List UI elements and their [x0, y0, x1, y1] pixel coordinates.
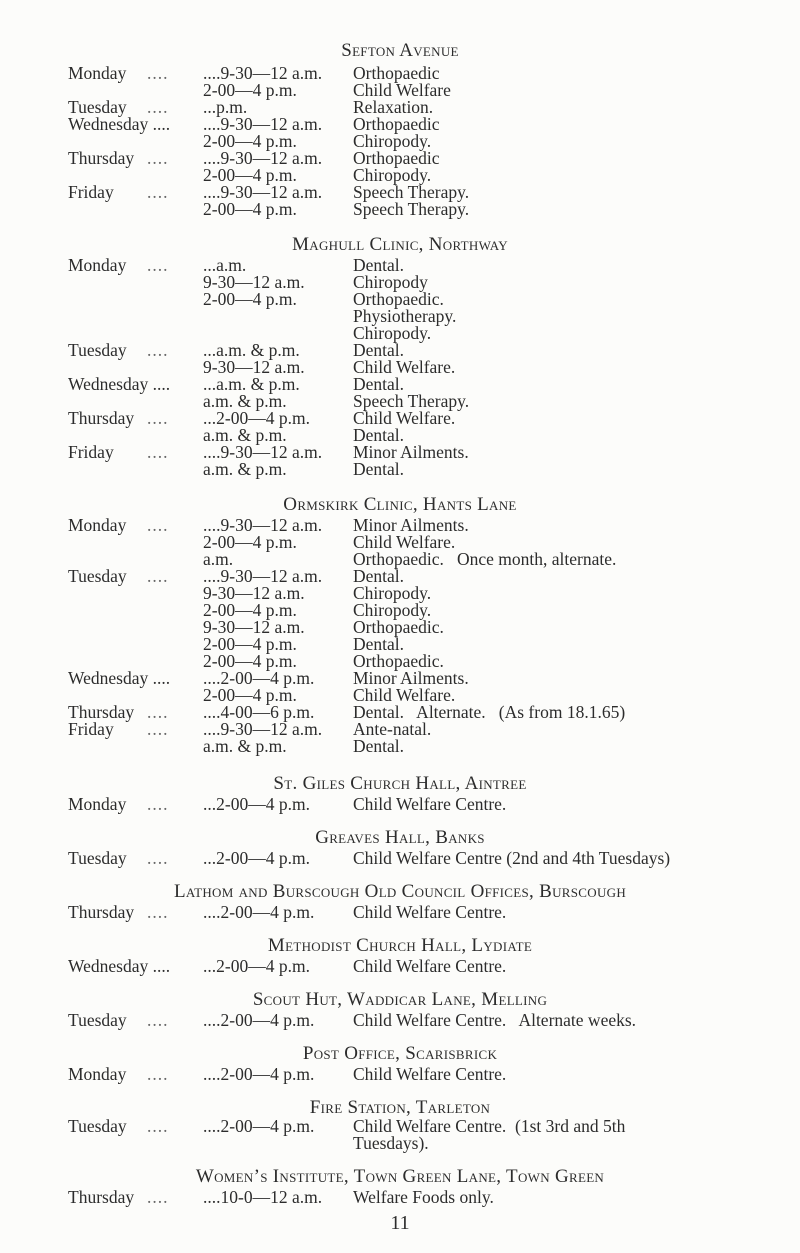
row-time: ....9-30—12 a.m. — [203, 114, 323, 134]
row-service: Minor Ailments. — [353, 515, 469, 535]
schedule-row — [0, 848, 800, 870]
row-time: ...p.m. — [203, 97, 248, 117]
row-leader-dots: .... — [147, 794, 169, 814]
row-service: Relaxation. — [353, 97, 434, 117]
row-service: Orthopaedic. Once month, alternate. — [353, 549, 617, 569]
row-time: ....10-0—12 a.m. — [203, 1187, 323, 1207]
row-leader-dots: .... — [147, 182, 169, 202]
row-time: ....2-00—4 p.m. — [203, 668, 315, 688]
row-service: Orthopaedic — [353, 148, 440, 168]
row-time: ...2-00—4 p.m. — [203, 956, 310, 976]
row-service: Minor Ailments. — [353, 442, 469, 462]
row-service: Physiotherapy. — [353, 306, 457, 326]
row-day: Friday — [68, 182, 114, 202]
row-time: 2-00—4 p.m. — [203, 131, 297, 151]
row-leader-dots: .... — [147, 719, 169, 739]
row-time: 9-30—12 a.m. — [203, 617, 305, 637]
row-service: Child Welfare. — [353, 532, 456, 552]
row-time: ....2-00—4 p.m. — [203, 1064, 315, 1084]
row-time: 2-00—4 p.m. — [203, 80, 297, 100]
row-day: Wednesday .... — [68, 668, 171, 688]
row-service: Chiropody. — [353, 131, 432, 151]
row-day: Tuesday — [68, 566, 127, 586]
row-service: Child Welfare. — [353, 685, 456, 705]
row-day: Wednesday .... — [68, 956, 171, 976]
schedule-row — [0, 459, 800, 481]
row-leader-dots: .... — [147, 1187, 169, 1207]
row-time: ....2-00—4 p.m. — [203, 1010, 315, 1030]
row-time: ....9-30—12 a.m. — [203, 719, 323, 739]
row-time: 2-00—4 p.m. — [203, 289, 297, 309]
row-time: a.m. & p.m. — [203, 425, 287, 445]
row-day: Thursday — [68, 408, 135, 428]
row-service: Dental. — [353, 566, 405, 586]
row-day: Friday — [68, 719, 114, 739]
row-service: Child Welfare Centre. — [353, 794, 507, 814]
row-day: Tuesday — [68, 848, 127, 868]
row-service: Child Welfare Centre. — [353, 1064, 507, 1084]
row-leader-dots: .... — [147, 848, 169, 868]
row-service: Minor Ailments. — [353, 668, 469, 688]
row-service: Orthopaedic — [353, 63, 440, 83]
row-service: Child Welfare. — [353, 357, 456, 377]
section-heading: Methodist Church Hall, Lydiate — [267, 935, 533, 956]
row-service: Chiropody. — [353, 600, 432, 620]
row-service: Dental. — [353, 340, 405, 360]
row-time: ...2-00—4 p.m. — [203, 408, 310, 428]
row-time: ....9-30—12 a.m. — [203, 566, 323, 586]
row-day: Wednesday .... — [68, 374, 171, 394]
row-service: Dental. — [353, 459, 405, 479]
row-time: 2-00—4 p.m. — [203, 651, 297, 671]
schedule-row — [0, 736, 800, 758]
row-service: Child Welfare. — [353, 408, 456, 428]
row-service: Child Welfare Centre. (1st 3rd and 5th — [353, 1116, 626, 1136]
row-service: Dental. — [353, 634, 405, 654]
section-heading: St. Giles Church Hall, Aintree — [273, 773, 527, 794]
row-day: Monday — [68, 63, 127, 83]
row-time: ....9-30—12 a.m. — [203, 148, 323, 168]
row-day: Thursday — [68, 702, 135, 722]
row-time: ....9-30—12 a.m. — [203, 442, 323, 462]
row-time: ...2-00—4 p.m. — [203, 848, 310, 868]
row-time: ...a.m. — [203, 255, 247, 275]
section-heading: Greaves Hall, Banks — [315, 827, 485, 848]
section-heading: Post Office, Scarisbrick — [302, 1043, 498, 1064]
row-time: 2-00—4 p.m. — [203, 634, 297, 654]
row-day: Wednesday .... — [68, 114, 171, 134]
row-service: Child Welfare Centre (2nd and 4th Tuesdays) — [353, 848, 671, 868]
row-leader-dots: .... — [147, 63, 169, 83]
row-leader-dots: .... — [147, 1116, 169, 1136]
schedule-row — [0, 794, 800, 816]
row-day: Thursday — [68, 148, 135, 168]
row-day: Thursday — [68, 1187, 135, 1207]
row-service: Orthopaedic. — [353, 651, 444, 671]
row-time: 9-30—12 a.m. — [203, 357, 305, 377]
row-time: ....9-30—12 a.m. — [203, 182, 323, 202]
row-service: Dental. Alternate. (As from 18.1.65) — [353, 702, 626, 722]
row-leader-dots: .... — [147, 148, 169, 168]
row-time: 2-00—4 p.m. — [203, 600, 297, 620]
row-service: Chiropody. — [353, 583, 432, 603]
row-time: a.m. — [203, 549, 234, 569]
row-service: Dental. — [353, 374, 405, 394]
schedule-row — [0, 902, 800, 924]
section-heading: Ormskirk Clinic, Hants Lane — [283, 494, 517, 515]
row-time: 9-30—12 a.m. — [203, 272, 305, 292]
row-day: Tuesday — [68, 340, 127, 360]
row-leader-dots: .... — [147, 97, 169, 117]
row-time: ....4-00—6 p.m. — [203, 702, 315, 722]
row-service: Dental. — [353, 425, 405, 445]
section-heading: Scout Hut, Waddicar Lane, Melling — [252, 989, 548, 1010]
schedule-row — [0, 1064, 800, 1086]
row-service: Orthopaedic. — [353, 289, 444, 309]
row-service: Dental. — [353, 736, 405, 756]
row-time: ...a.m. & p.m. — [203, 374, 300, 394]
section-heading: Lathom and Burscough Old Council Offices, Burscough — [173, 881, 627, 902]
row-service: Dental. — [353, 255, 405, 275]
row-service: Orthopaedic — [353, 114, 440, 134]
row-service: Speech Therapy. — [353, 182, 470, 202]
row-time: 2-00—4 p.m. — [203, 532, 297, 552]
row-time: 2-00—4 p.m. — [203, 165, 297, 185]
row-day: Monday — [68, 255, 127, 275]
row-time: a.m. & p.m. — [203, 391, 287, 411]
row-service: Orthopaedic. — [353, 617, 444, 637]
row-leader-dots: .... — [147, 1064, 169, 1084]
row-day: Tuesday — [68, 1116, 127, 1136]
row-service: Ante-natal. — [353, 719, 432, 739]
schedule-row — [0, 199, 800, 221]
schedule-row — [0, 956, 800, 978]
schedule-row — [0, 1010, 800, 1032]
row-time: ....2-00—4 p.m. — [203, 902, 315, 922]
row-time: 2-00—4 p.m. — [203, 199, 297, 219]
page-number: 11 — [390, 1212, 410, 1234]
row-time: ...a.m. & p.m. — [203, 340, 300, 360]
row-leader-dots: .... — [147, 408, 169, 428]
row-leader-dots: .... — [147, 442, 169, 462]
row-service: Chiropody — [353, 272, 428, 292]
row-day: Friday — [68, 442, 114, 462]
row-leader-dots: .... — [147, 1010, 169, 1030]
row-day: Monday — [68, 794, 127, 814]
section-heading: Women’s Institute, Town Green Lane, Town Green — [195, 1166, 605, 1187]
row-service: Child Welfare Centre. — [353, 902, 507, 922]
row-time: a.m. & p.m. — [203, 459, 287, 479]
row-time: a.m. & p.m. — [203, 736, 287, 756]
row-time: ....9-30—12 a.m. — [203, 63, 323, 83]
section-heading: Fire Station, Tarleton — [309, 1097, 491, 1118]
row-time: ...2-00—4 p.m. — [203, 794, 310, 814]
row-service: Child Welfare — [353, 80, 451, 100]
row-leader-dots: .... — [147, 340, 169, 360]
row-time: ....9-30—12 a.m. — [203, 515, 323, 535]
row-service: Chiropody. — [353, 323, 432, 343]
row-time: ....2-00—4 p.m. — [203, 1116, 315, 1136]
section-heading: Maghull Clinic, Northway — [292, 234, 508, 255]
row-service: Chiropody. — [353, 165, 432, 185]
schedule-row — [0, 1187, 800, 1209]
row-leader-dots: .... — [147, 902, 169, 922]
row-leader-dots: .... — [147, 515, 169, 535]
section-heading: Sefton Avenue — [341, 40, 459, 61]
row-time: 9-30—12 a.m. — [203, 583, 305, 603]
row-service: Tuesdays). — [353, 1133, 429, 1153]
row-leader-dots: .... — [147, 566, 169, 586]
row-leader-dots: .... — [147, 255, 169, 275]
row-day: Thursday — [68, 902, 135, 922]
row-service: Welfare Foods only. — [353, 1187, 494, 1207]
row-service: Speech Therapy. — [353, 199, 470, 219]
row-day: Monday — [68, 515, 127, 535]
row-day: Tuesday — [68, 1010, 127, 1030]
row-day: Tuesday — [68, 97, 127, 117]
row-service: Child Welfare Centre. — [353, 956, 507, 976]
schedule-row — [0, 1133, 800, 1155]
row-service: Child Welfare Centre. Alternate weeks. — [353, 1010, 637, 1030]
row-service: Speech Therapy. — [353, 391, 470, 411]
row-day: Monday — [68, 1064, 127, 1084]
row-time: 2-00—4 p.m. — [203, 685, 297, 705]
row-leader-dots: .... — [147, 702, 169, 722]
